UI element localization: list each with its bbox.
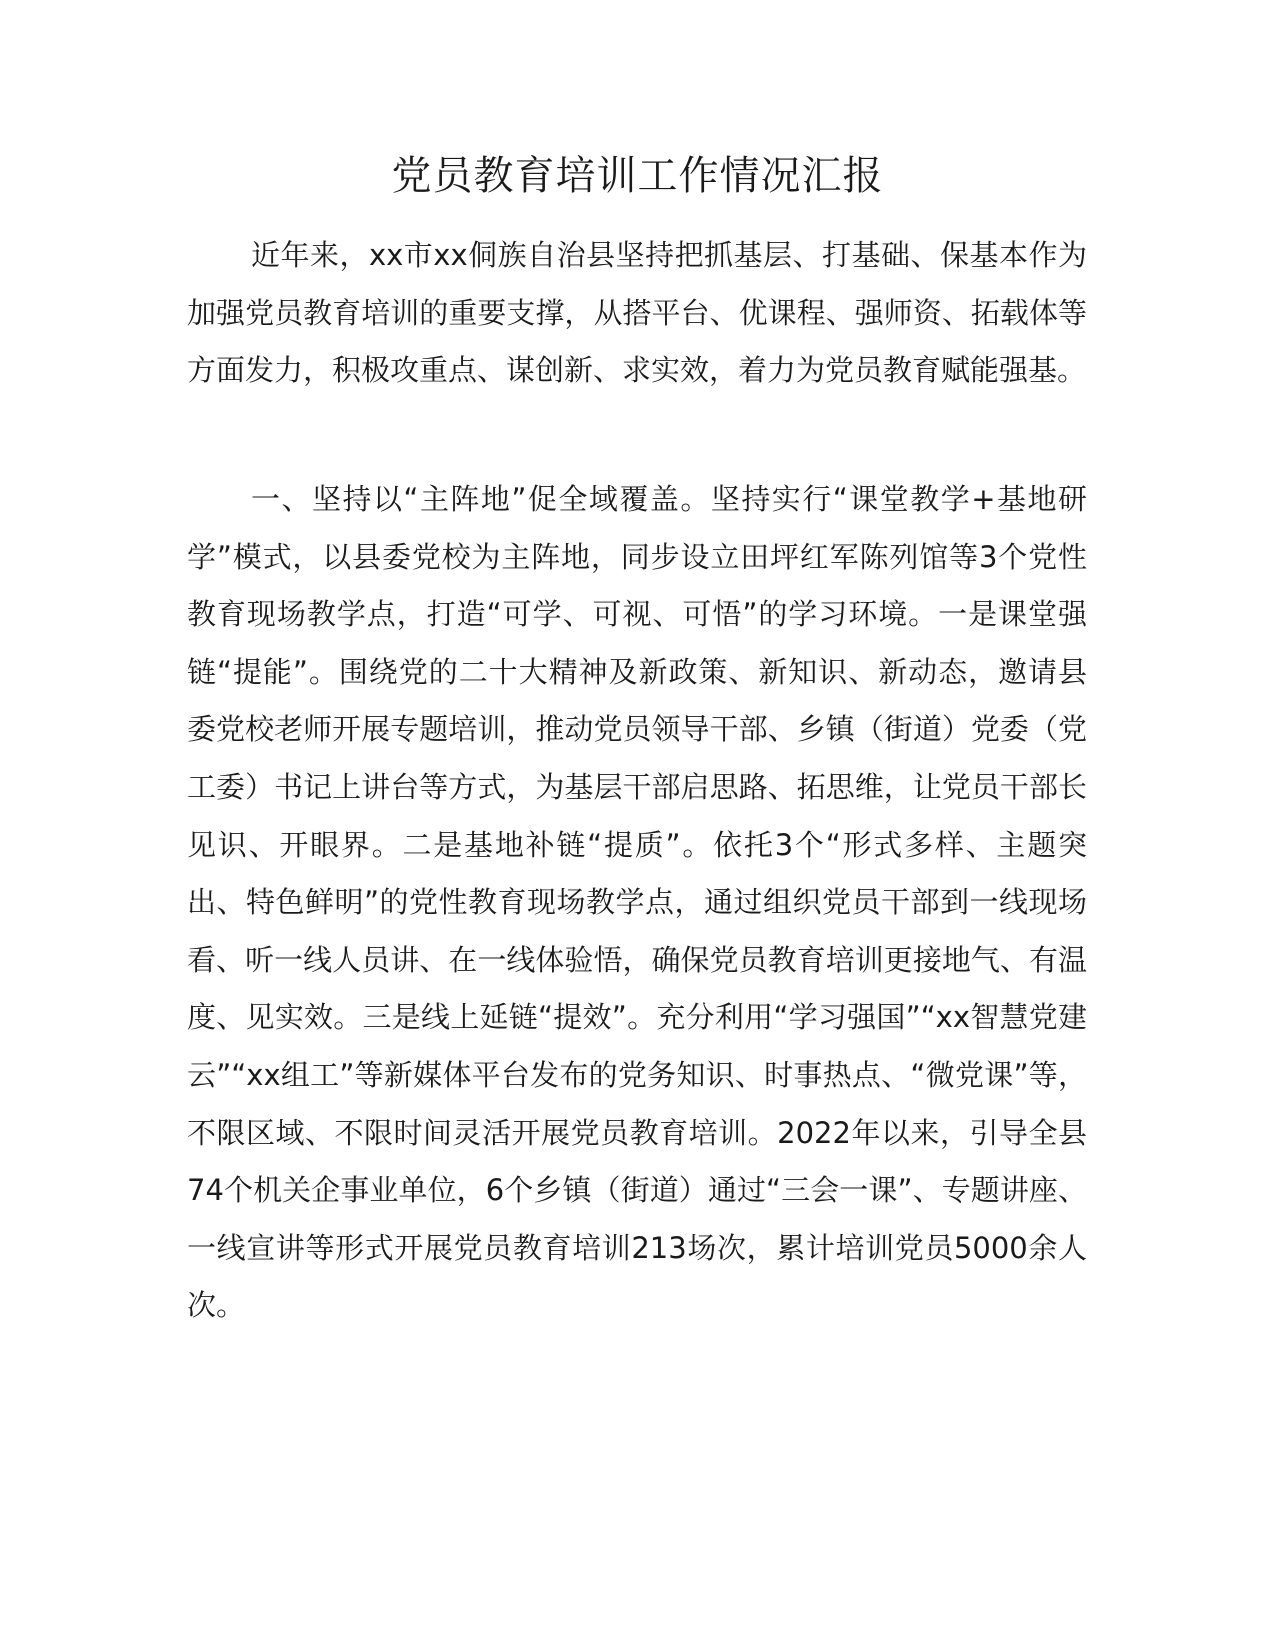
document-title: 党员教育培训工作情况汇报 bbox=[391, 153, 884, 199]
paragraph-intro: 近年来，xx市xx侗族自治县坚持把抓基层、打基础、保基本作为加强党员教育培训的重要支撑，从搭平台、优课程、强师资、拓载体等方面发力，积极攻重点、谋创新、求实效，着力为党员教育赋能强基。 bbox=[187, 238, 1087, 388]
paragraph-section-1: 一、坚持以“主阵地”促全域覆盖。坚持实行“课堂教学+基地研学”模式，以县委党校为主阵地，同步设立田坪红军陈列馆等3个党性教育现场教学点，打造“可学、可视、可悟”的学习环境。一是课堂强链“提能”。围绕党的二十大精神及新政策、新知识、新动态，邀请县委党校老师开展专题培训，推动党员领导干部、乡镇（街道）党委（党工委）书记上讲台等方式，为基层干部启思路、拓思维，让党员干部长见识、开眼界。二是基地补链“提质”。依托3个“形式多样、主题突出、特色鲜明”的党性教育现场教学点，通过组织党员干部到一线现场看、听一线人员讲、在一线体验悟，确保党员教育培训更接地气、有温度、见实效。三是线上延链“提效”。充分利用“学习强国”“xx智慧党建云”“xx组工”等新媒体平台发布的党务知识、时事热点、“微党课”等，不限区域、不限时间灵活开展党员教育培训。2022年以来，引导全县74个机关企事业单位，6个乡镇（街道）通过“三会一课”、专题讲座、一线宣讲等形式开展党员教育培训213场次，累计培训党员5000余人次。 bbox=[187, 482, 1087, 1323]
